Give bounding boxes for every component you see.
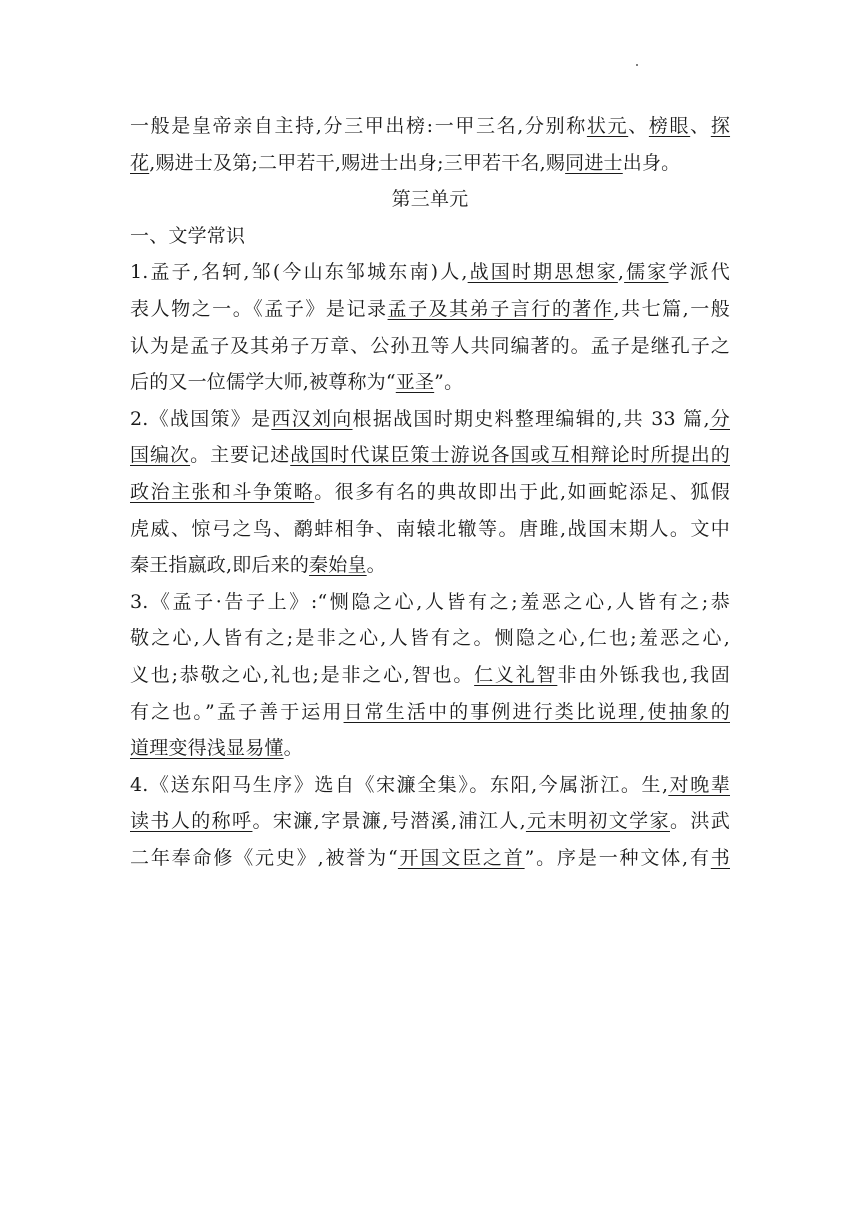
text-line bbox=[130, 474, 730, 511]
underlined-key-term: 花 bbox=[130, 151, 150, 174]
text-span: , bbox=[617, 261, 625, 284]
text-span: 敬之心,人皆有之;是非之心,人皆有之。恻隐之心,仁也;羞恶之心, bbox=[130, 627, 730, 650]
text-span: 。 bbox=[366, 554, 386, 577]
text-span: 1.孟子,名轲,邹(今山东邹城东南)人, bbox=[130, 261, 468, 284]
underlined-key-term: 政治主张和斗争策略 bbox=[130, 480, 315, 503]
text-span: 4.《送东阳马生序》选自《宋濂全集》。东阳,今属浙江。生, bbox=[130, 773, 669, 796]
text-span: 有之也。”孟子善于运用 bbox=[130, 700, 344, 723]
text-span: 虎威、惊弓之鸟、鹬蚌相争、南辕北辙等。唐雎,战国末期人。文中 bbox=[130, 517, 730, 540]
knowledge-item bbox=[130, 767, 730, 877]
underlined-key-term: 西汉刘向 bbox=[271, 407, 353, 430]
underlined-key-term: 日常生活中的事例进行类比说理,使抽象的 bbox=[343, 700, 730, 723]
text-span: 。 bbox=[283, 737, 303, 760]
underlined-key-term: 榜眼 bbox=[648, 115, 691, 137]
text-line bbox=[130, 547, 730, 584]
knowledge-item bbox=[130, 584, 730, 767]
underlined-key-term: 亚圣 bbox=[395, 371, 435, 394]
underlined-key-term: 孟子及其弟子言行的著作 bbox=[387, 297, 614, 320]
underlined-key-term: 战国时期思想家 bbox=[467, 261, 618, 284]
underlined-key-term: 状元 bbox=[586, 115, 629, 137]
text-span: 认为是孟子及其弟子万章、公孙丑等人共同编著的。孟子是继孔子之 bbox=[130, 334, 730, 357]
underlined-key-term: 读书人的称呼 bbox=[130, 810, 253, 833]
text-span: ,赐进士及第;二甲若干,赐进士出身;三甲若干名,赐 bbox=[149, 151, 566, 174]
underlined-key-term: 对晚辈 bbox=[668, 773, 730, 796]
text-span: 、 bbox=[690, 115, 711, 137]
knowledge-item bbox=[130, 254, 730, 400]
text-span: ”。 bbox=[434, 371, 464, 394]
knowledge-item bbox=[130, 401, 730, 584]
text-span: 二年奉命修《元史》,被誉为“ bbox=[130, 846, 398, 869]
text-line bbox=[130, 803, 730, 840]
text-span: 一般是皇帝亲自主持,分三甲出榜:一甲三名,分别称 bbox=[130, 115, 587, 137]
text-line bbox=[130, 254, 730, 291]
text-span: 非由外铄我也,我固 bbox=[557, 663, 730, 686]
text-line bbox=[130, 108, 730, 145]
text-line bbox=[130, 145, 730, 182]
text-line bbox=[130, 620, 730, 657]
text-line bbox=[130, 511, 730, 548]
underlined-key-term: 仁义礼智 bbox=[474, 663, 558, 686]
underlined-key-term: 儒家 bbox=[624, 261, 669, 284]
text-span: ,共七篇,一般 bbox=[613, 297, 731, 320]
text-span: 义也;恭敬之心,礼也;是非之心,智也。 bbox=[130, 663, 475, 686]
text-line bbox=[130, 437, 730, 474]
knowledge-list bbox=[130, 254, 730, 876]
text-line bbox=[130, 767, 730, 804]
underlined-key-term: 开国文臣之首 bbox=[397, 846, 525, 869]
underlined-key-term: 分 bbox=[709, 407, 730, 430]
text-span: 后的又一位儒学大师,被尊称为“ bbox=[130, 371, 396, 394]
text-span: 表人物之一。《孟子》是记录 bbox=[130, 297, 388, 320]
document-page bbox=[130, 108, 730, 876]
text-span: 3.《孟子·告子上》:“恻隐之心,人皆有之;羞恶之心,人皆有之;恭 bbox=[130, 590, 730, 613]
intro-paragraph bbox=[130, 108, 730, 181]
section-heading: 一、文学常识 bbox=[130, 224, 246, 247]
text-span: 2.《战国策》是 bbox=[130, 407, 272, 430]
text-span: 。洪武 bbox=[669, 810, 730, 833]
underlined-key-term: 同进士 bbox=[565, 151, 623, 174]
text-line bbox=[130, 694, 730, 731]
underlined-key-term: 探 bbox=[710, 115, 731, 137]
text-span: 根据战国时期史料整理编辑的,共 33 篇, bbox=[352, 407, 710, 430]
page-mark-dot bbox=[636, 64, 638, 66]
underlined-key-term: 战国时代谋臣策士游说各国或互相辩论时所提出的 bbox=[290, 444, 730, 467]
underlined-key-term: 元末明初文学家 bbox=[525, 810, 670, 833]
underlined-key-term: 国编次 bbox=[130, 444, 191, 467]
underlined-key-term: 秦始皇 bbox=[309, 554, 367, 577]
text-span: 。主要记述 bbox=[190, 444, 291, 467]
unit-title: 第三单元 bbox=[391, 188, 469, 211]
text-span: 。宋濂,字景濂,号潜溪,浦江人, bbox=[252, 810, 526, 833]
text-span: ”。序是一种文体,有 bbox=[524, 846, 711, 869]
text-span: 学派代 bbox=[668, 261, 730, 284]
text-line bbox=[130, 328, 730, 365]
text-span: 出身。 bbox=[622, 151, 681, 174]
underlined-key-term: 书 bbox=[710, 846, 730, 869]
text-line bbox=[130, 364, 730, 401]
underlined-key-term: 道理变得浅显易懂 bbox=[130, 737, 284, 760]
text-line bbox=[130, 291, 730, 328]
text-line bbox=[130, 584, 730, 621]
text-line bbox=[130, 840, 730, 877]
text-span: 秦王指嬴政,即后来的 bbox=[130, 554, 310, 577]
text-span: 。很多有名的典故即出于此,如画蛇添足、狐假 bbox=[314, 480, 730, 503]
text-line bbox=[130, 401, 730, 438]
text-span: 、 bbox=[628, 115, 649, 137]
text-line bbox=[130, 730, 730, 767]
text-line bbox=[130, 657, 730, 694]
